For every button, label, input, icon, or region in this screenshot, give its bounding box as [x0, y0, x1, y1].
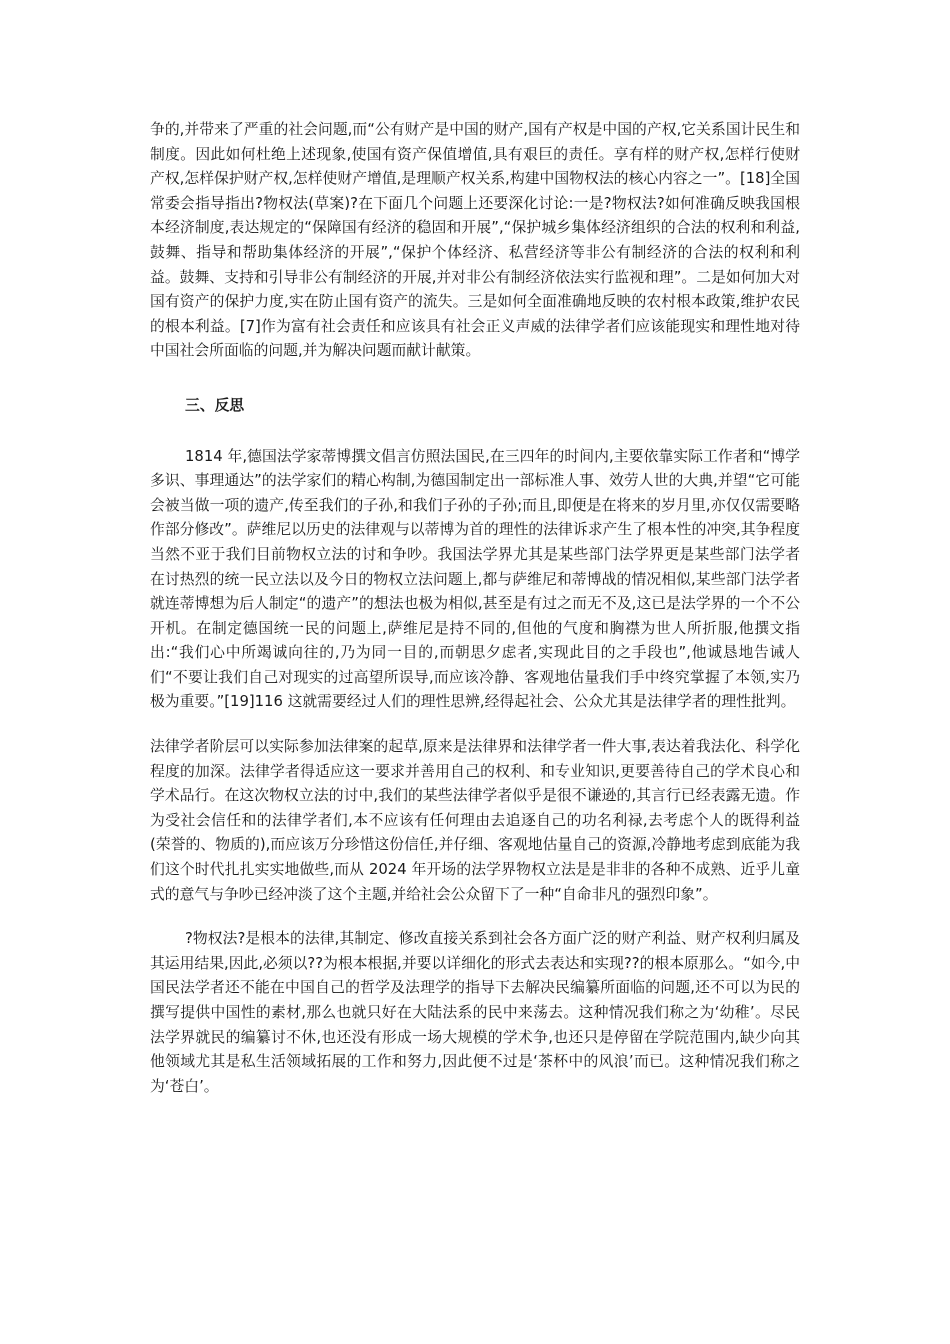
spacer	[150, 364, 800, 394]
spacer	[150, 715, 800, 735]
paragraph-property-rights: 争的,并带来了严重的社会问题,而“公有财产是中国的财产,国有产权是中国的产权,它关系国计民生和制度。因此如何杜绝上述现象,使国有资产保值增值,具有艰巨的责任。享有样的财产权,怎样行使财产权,怎样保护财产权,怎样使财产增值,是理顺产权关系,构建中国物权法的核心内容之一”。[18]全国常委会指导指出?物权法(草案)?在下面几个问题上还要深化讨论:一是?物权法?如何准确反映我国根本经济制度,表达规定的“保障国有经济的稳固和开展”,“保护城乡集体经济组织的合法的权利和利益,鼓舞、指导和帮助集体经济的开展”,“保护个体经济、私营经济等非公有制经济的合法的权利和利益。鼓舞、支持和引导非公有制经济的开展,并对非公有制经济依法实行监视和理”。二是如何加大对国有资产的保护力度,实在防止国有资产的流失。三是如何全面准确地反映的农村根本政策,维护农民的根本利益。[7]作为富有社会责任和应该具有社会正义声威的法律学者们应该能现实和理性地对待中国社会所面临的问题,并为解决问题而献计献策。	[150, 121, 800, 360]
section-heading: 三、反思	[185, 396, 245, 414]
spacer	[150, 419, 800, 445]
spacer	[150, 907, 800, 927]
paragraph-legal-scholars: 法律学者阶层可以实际参加法律案的起草,原来是法律界和法律学者一件大事,表达着我法化、科学化程度的加深。法律学者得适应这一要求并善用自己的权利、和专业知识,更要善待自己的学术良心和学术品行。在这次物权立法的讨中,我们的某些法律学者似乎是很不谦逊的,其言行已经表露无遗。作为受社会信任和的法律学者们,本不应该有任何理由去追逐自己的功名利禄,去考虑个人的既得利益(荣誉的、物质的),而应该万分珍惜这份信任,并仔细、客观地估量自己的资源,冷静地考虑到底能为我们这个时代扎扎实实地做些,而从 2024 年开场的法学界物权立法是是非非的各种不成熟、近乎儿童式的意气与争吵已经冲淡了这个主题,并给社会公众留下了一种“自命非凡的强烈印象”。	[150, 738, 800, 903]
document-page	[150, 118, 800, 1099]
paragraph-savigny-thibaut: 1814 年,德国法学家蒂博撰文倡言仿照法国民,在三四年的时间内,主要依靠实际工作者和“博学多识、事理通达”的法学家们的精心构制,为德国制定出一部标准人事、效劳人世的大典,并望“它可能会被当做一项的遗产,传至我们的子孙,和我们子孙的子孙;而且,即便是在将来的岁月里,亦仅仅需要略作部分修改”。萨维尼以历史的法律观与以蒂博为首的理性的法律诉求产生了根本性的冲突,其争程度当然不亚于我们目前物权立法的讨和争吵。我国法学界尤其是某些部门法学界更是某些部门法学者在讨热烈的统一民立法以及今日的物权立法问题上,都与萨维尼和蒂博战的情况相似,某些部门法学者就连蒂博想为后人制定“的遗产”的想法也极为相似,甚至是有过之而无不及,这已是法学界的一个不公开机。在制定德国统一民的问题上,萨维尼是持不同的,但他的气度和胸襟为世人所折服,他撰文指出:“我们心中所竭诚向往的,乃为同一目的,而朝思夕虑者,实现此目的之手段也”,他诚恳地告诫人们“不要让我们自己对现实的过高望所误导,而应该冷静、客观地估量我们手中终究掌握了本领,实乃极为重要。”[19]116 这就需要经过人们的理性思辨,经得起社会、公众尤其是法律学者的理性批判。	[150, 447, 800, 711]
paragraph-property-law: ?物权法?是根本的法律,其制定、修改直接关系到社会各方面广泛的财产利益、财产权利归属及其运用结果,因此,必须以??为根本根据,并要以详细化的形式去表达和实现??的根本原那么。“如今,中国民法学者还不能在中国自己的哲学及法理学的指导下去解决民编纂所面临的问题,还不可以为民的撰写提供中国性的素材,那么也就只好在大陆法系的民中来荡去。这种情况我们称之为‘幼稚’。尽民法学界就民的编纂讨不休,也还没有形成一场大规模的学术争,也还只是停留在学院范围内,缺少向其他领域尤其是私生活领域拓展的工作和努力,因此便不过是‘茶杯中的风浪’而已。这种情况我们称之为‘苍白’。	[150, 930, 800, 1095]
